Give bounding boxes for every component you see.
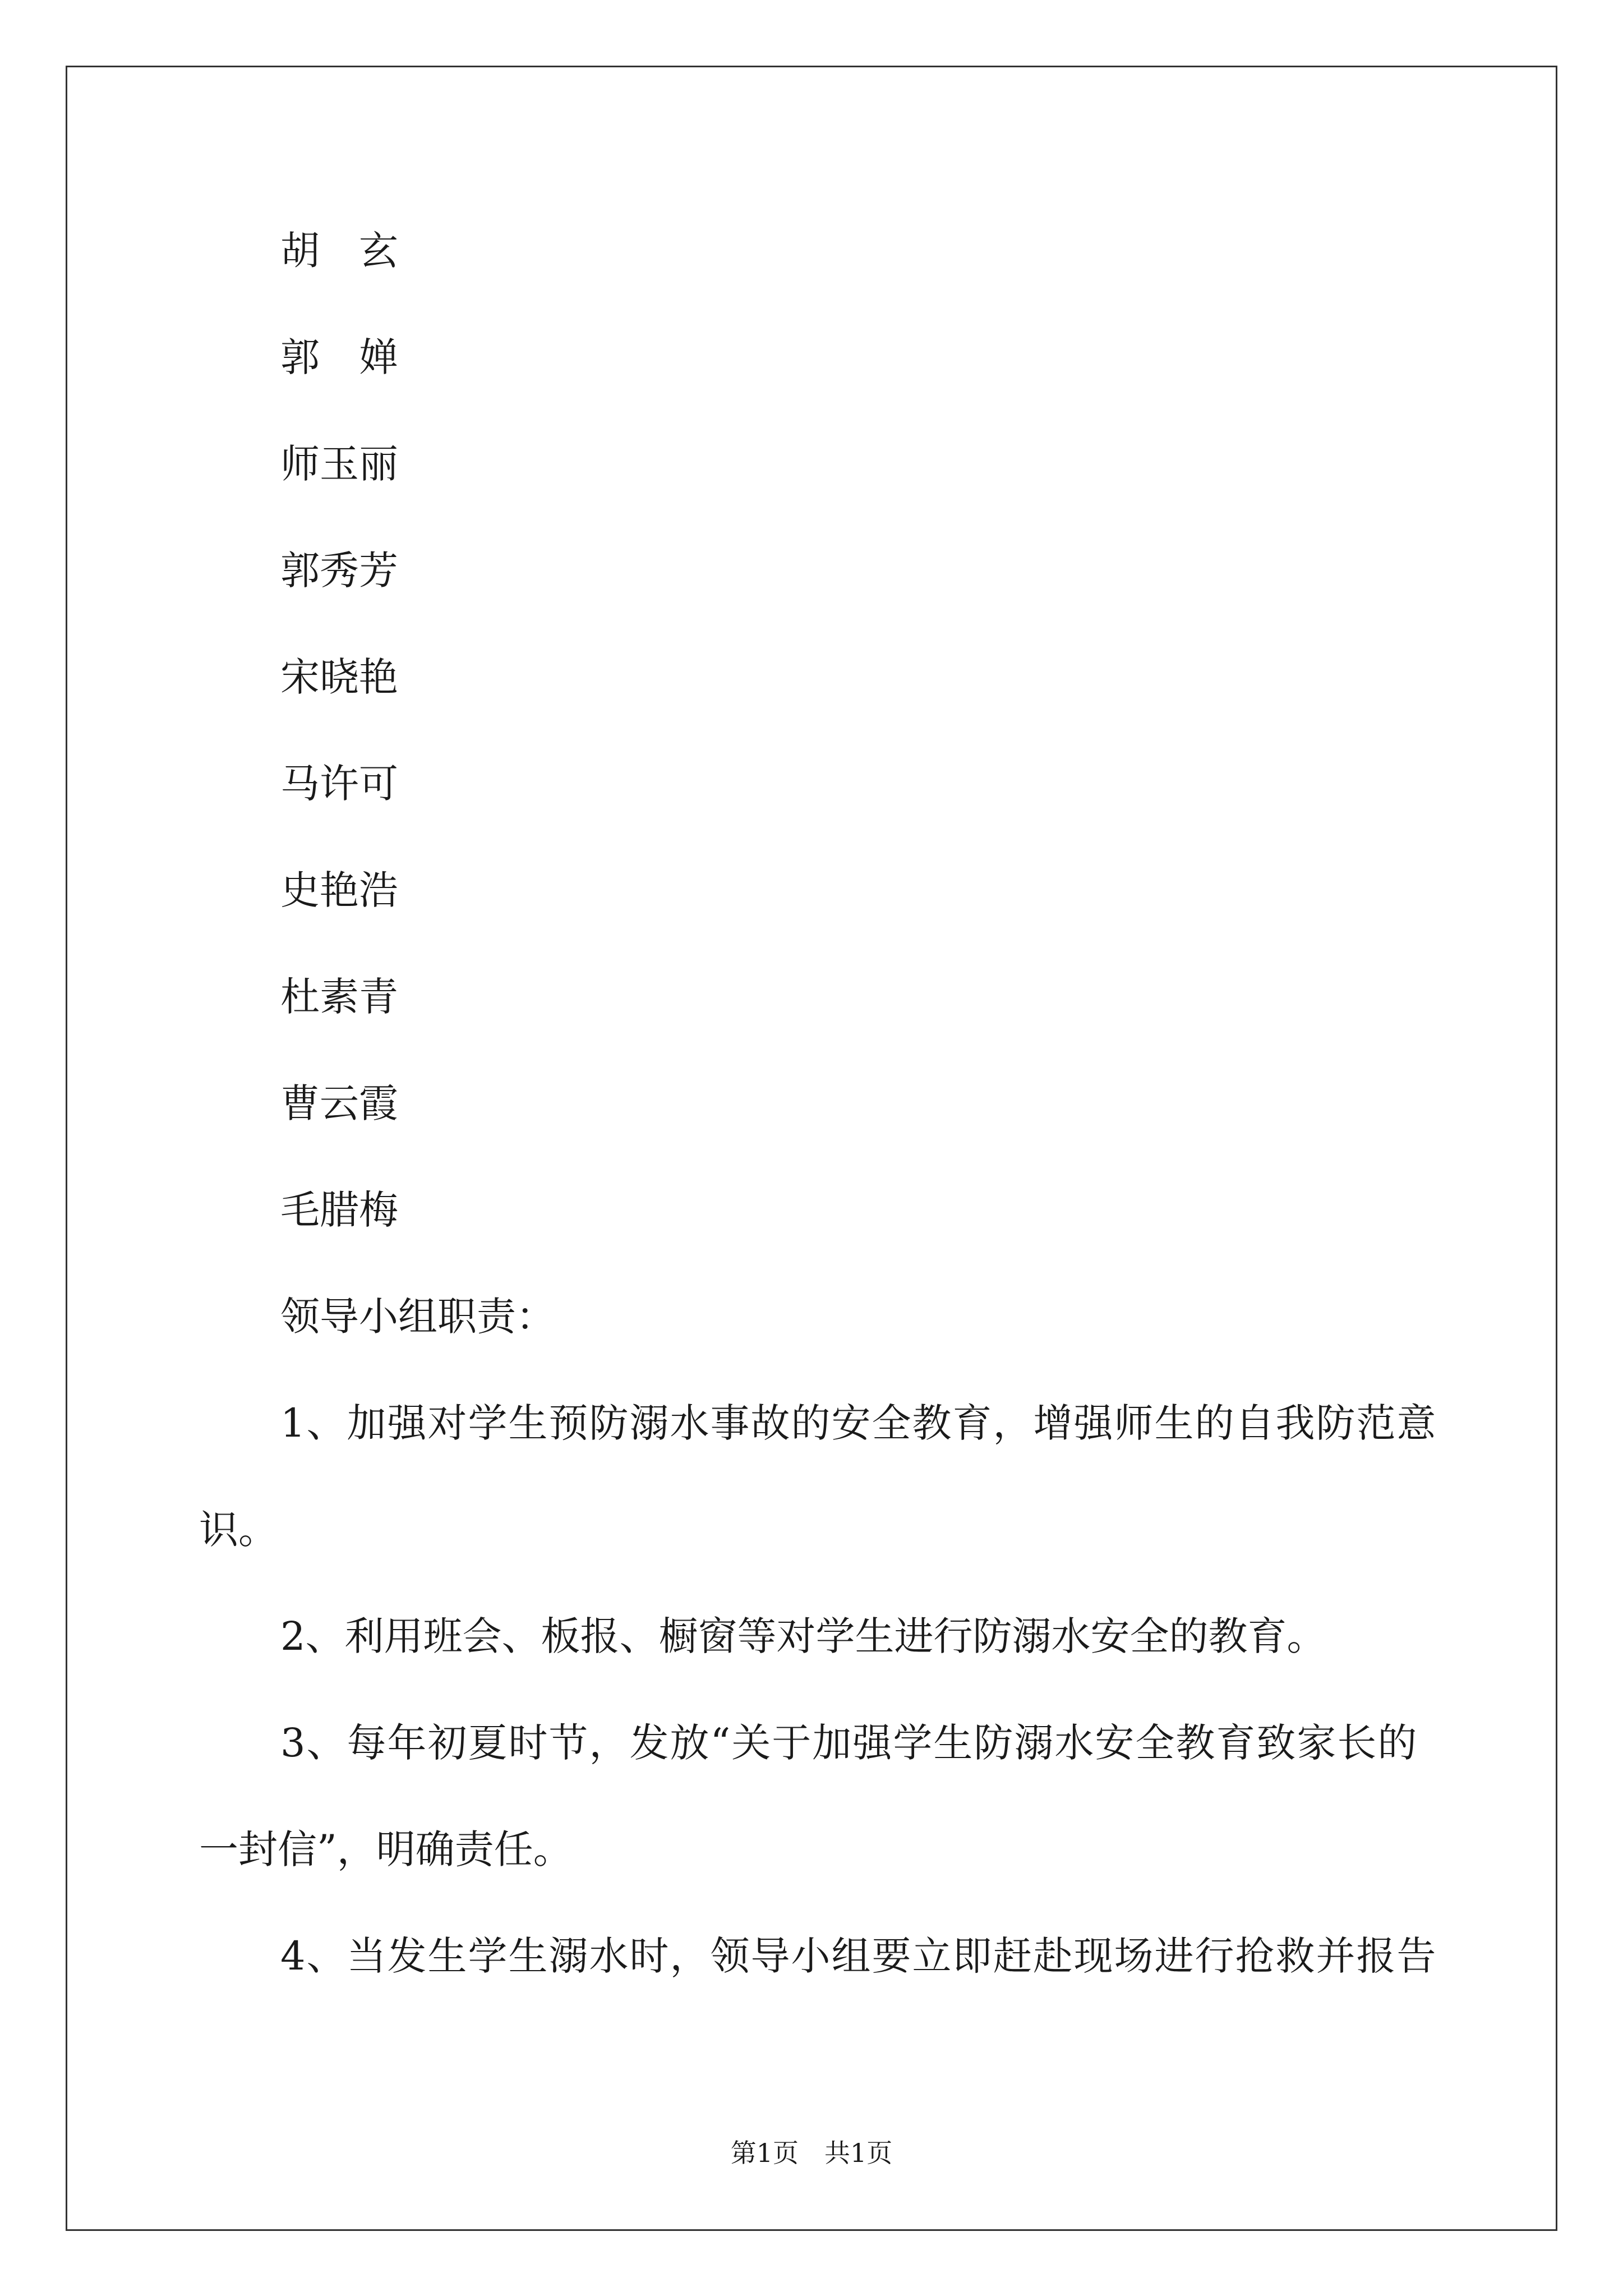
member-name: 毛腊梅 xyxy=(280,1187,398,1233)
member-name: 郭 婵 xyxy=(280,334,398,380)
member-name: 胡 玄 xyxy=(280,228,398,274)
member-name: 郭秀芳 xyxy=(280,547,398,593)
member-name: 师玉丽 xyxy=(280,441,398,487)
duty-line-continued: 一封信”，明确责任。 xyxy=(199,1826,573,1872)
member-name: 宋晓艳 xyxy=(280,654,398,700)
member-name: 杜素青 xyxy=(280,974,398,1020)
page-frame xyxy=(66,66,1557,2231)
member-name: 曹云霞 xyxy=(280,1080,398,1126)
member-name: 史艳浩 xyxy=(280,867,398,913)
member-name: 马许可 xyxy=(280,761,398,807)
duties-heading: 领导小组职责： xyxy=(280,1294,555,1340)
duty-line: 3、每年初夏时节，发放“关于加强学生防溺水安全教育致家长的 xyxy=(280,1720,1418,1766)
duty-line: 1、加强对学生预防溺水事故的安全教育，增强师生的自我防范意 xyxy=(280,1400,1437,1446)
duty-line: 4、当发生学生溺水时，领导小组要立即赶赴现场进行抢救并报告 xyxy=(280,1933,1437,1979)
duty-line-continued: 识。 xyxy=(199,1507,278,1553)
duty-line: 2、利用班会、板报、橱窗等对学生进行防溺水安全的教育。 xyxy=(280,1613,1326,1659)
page-footer: 第1页 共1页 xyxy=(730,2138,893,2168)
